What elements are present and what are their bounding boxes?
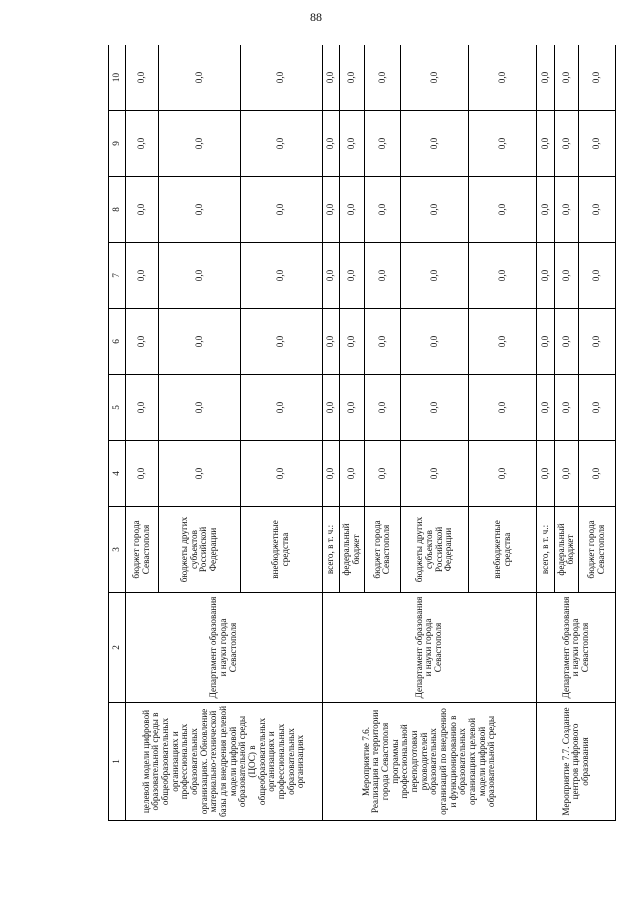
value-cell: 0,0 xyxy=(401,45,469,111)
header-cell: 10 xyxy=(109,45,126,111)
funding-source-cell: внебюджетные средства xyxy=(240,507,322,593)
value-cell: 0,0 xyxy=(322,111,340,177)
value-cell: 0,0 xyxy=(554,309,578,375)
value-cell: 0,0 xyxy=(401,375,469,441)
value-cell: 0,0 xyxy=(401,177,469,243)
value-cell: 0,0 xyxy=(537,45,555,111)
funding-source-cell: федеральный бюджет xyxy=(554,507,578,593)
value-cell: 0,0 xyxy=(537,441,555,507)
value-cell: 0,0 xyxy=(364,441,401,507)
value-cell: 0,0 xyxy=(322,375,340,441)
value-cell: 0,0 xyxy=(240,441,322,507)
value-cell: 0,0 xyxy=(240,45,322,111)
value-cell: 0,0 xyxy=(126,45,159,111)
department-cell: Департамент образования и науки города Севастополя xyxy=(537,593,616,703)
value-cell: 0,0 xyxy=(322,441,340,507)
value-cell: 0,0 xyxy=(364,111,401,177)
value-cell: 0,0 xyxy=(554,45,578,111)
measure-name-cell: Мероприятие 7.7. Создание центров цифрового образования xyxy=(537,703,616,821)
department-cell: Департамент образования и науки города Севастополя xyxy=(126,593,323,703)
funding-source-cell: федеральный бюджет xyxy=(340,507,364,593)
value-cell: 0,0 xyxy=(554,111,578,177)
value-cell: 0,0 xyxy=(364,309,401,375)
value-cell: 0,0 xyxy=(579,177,616,243)
value-cell: 0,0 xyxy=(469,111,537,177)
budget-table xyxy=(108,45,616,821)
value-cell: 0,0 xyxy=(579,441,616,507)
measure-name-cell: Мероприятие 7.6. Реализация на территории города Севастополя программы профессиональной переподготовки руководителей образовательных организаций по внедрению и функционированию в образовательных организациях целевой модели цифровой образовательной среды xyxy=(322,703,537,821)
value-cell: 0,0 xyxy=(340,111,364,177)
value-cell: 0,0 xyxy=(340,45,364,111)
table-row xyxy=(537,45,555,821)
header-cell: 4 xyxy=(109,441,126,507)
measure-name-cell: целевой модели цифровой образовательной среды в общеобразовательных организациях и профессиональных образовательных организациях. Обновление материально-технической базы для внедрения целевой модели цифровой образовательной среды (ЦОС) в общеобразовательных организациях и профессиональных образовательных организациях xyxy=(126,703,323,821)
value-cell: 0,0 xyxy=(364,243,401,309)
value-cell: 0,0 xyxy=(240,111,322,177)
funding-source-cell: внебюджетные средства xyxy=(469,507,537,593)
funding-source-cell: бюджеты других субъектов Российской Федерации xyxy=(158,507,240,593)
header-cell: 3 xyxy=(109,507,126,593)
value-cell: 0,0 xyxy=(537,243,555,309)
funding-source-cell: бюджеты других субъектов Российской Федерации xyxy=(401,507,469,593)
header-cell: 1 xyxy=(109,703,126,821)
header-cell: 2 xyxy=(109,593,126,703)
table-body xyxy=(126,45,616,821)
value-cell: 0,0 xyxy=(126,243,159,309)
value-cell: 0,0 xyxy=(158,45,240,111)
value-cell: 0,0 xyxy=(469,375,537,441)
value-cell: 0,0 xyxy=(158,375,240,441)
funding-source-cell: бюджет города Севастополя xyxy=(364,507,401,593)
funding-source-cell: всего, в т. ч.: xyxy=(537,507,555,593)
rotated-table-inner xyxy=(108,45,616,821)
value-cell: 0,0 xyxy=(126,177,159,243)
value-cell: 0,0 xyxy=(469,177,537,243)
value-cell: 0,0 xyxy=(240,375,322,441)
value-cell: 0,0 xyxy=(401,441,469,507)
value-cell: 0,0 xyxy=(126,375,159,441)
value-cell: 0,0 xyxy=(401,111,469,177)
table-row xyxy=(126,45,159,821)
value-cell: 0,0 xyxy=(340,375,364,441)
value-cell: 0,0 xyxy=(364,375,401,441)
funding-source-cell: бюджет города Севастополя xyxy=(579,507,616,593)
value-cell: 0,0 xyxy=(158,177,240,243)
value-cell: 0,0 xyxy=(469,441,537,507)
value-cell: 0,0 xyxy=(537,111,555,177)
rotated-table-area xyxy=(108,45,616,821)
header-cell: 9 xyxy=(109,111,126,177)
value-cell: 0,0 xyxy=(340,243,364,309)
value-cell: 0,0 xyxy=(579,309,616,375)
value-cell: 0,0 xyxy=(469,45,537,111)
funding-source-cell: бюджет города Севастополя xyxy=(126,507,159,593)
value-cell: 0,0 xyxy=(240,309,322,375)
value-cell: 0,0 xyxy=(579,243,616,309)
value-cell: 0,0 xyxy=(322,243,340,309)
value-cell: 0,0 xyxy=(240,243,322,309)
value-cell: 0,0 xyxy=(158,309,240,375)
value-cell: 0,0 xyxy=(554,375,578,441)
value-cell: 0,0 xyxy=(340,177,364,243)
value-cell: 0,0 xyxy=(469,243,537,309)
value-cell: 0,0 xyxy=(322,177,340,243)
value-cell: 0,0 xyxy=(579,45,616,111)
value-cell: 0,0 xyxy=(579,375,616,441)
value-cell: 0,0 xyxy=(126,441,159,507)
funding-source-cell: всего, в т. ч.: xyxy=(322,507,340,593)
header-cell: 7 xyxy=(109,243,126,309)
value-cell: 0,0 xyxy=(364,177,401,243)
value-cell: 0,0 xyxy=(554,243,578,309)
value-cell: 0,0 xyxy=(322,45,340,111)
value-cell: 0,0 xyxy=(240,177,322,243)
value-cell: 0,0 xyxy=(537,375,555,441)
value-cell: 0,0 xyxy=(126,309,159,375)
value-cell: 0,0 xyxy=(579,111,616,177)
value-cell: 0,0 xyxy=(158,111,240,177)
value-cell: 0,0 xyxy=(340,309,364,375)
value-cell: 0,0 xyxy=(340,441,364,507)
value-cell: 0,0 xyxy=(537,309,555,375)
value-cell: 0,0 xyxy=(554,177,578,243)
value-cell: 0,0 xyxy=(401,309,469,375)
value-cell: 0,0 xyxy=(401,243,469,309)
header-row xyxy=(109,45,126,821)
department-cell: Департамент образования и науки города Севастополя xyxy=(322,593,537,703)
value-cell: 0,0 xyxy=(126,111,159,177)
header-cell: 8 xyxy=(109,177,126,243)
value-cell: 0,0 xyxy=(158,441,240,507)
table-row xyxy=(322,45,340,821)
value-cell: 0,0 xyxy=(322,309,340,375)
header-cell: 6 xyxy=(109,309,126,375)
header-cell: 5 xyxy=(109,375,126,441)
value-cell: 0,0 xyxy=(364,45,401,111)
page-number: 88 xyxy=(310,10,322,24)
value-cell: 0,0 xyxy=(469,309,537,375)
value-cell: 0,0 xyxy=(537,177,555,243)
value-cell: 0,0 xyxy=(158,243,240,309)
value-cell: 0,0 xyxy=(554,441,578,507)
